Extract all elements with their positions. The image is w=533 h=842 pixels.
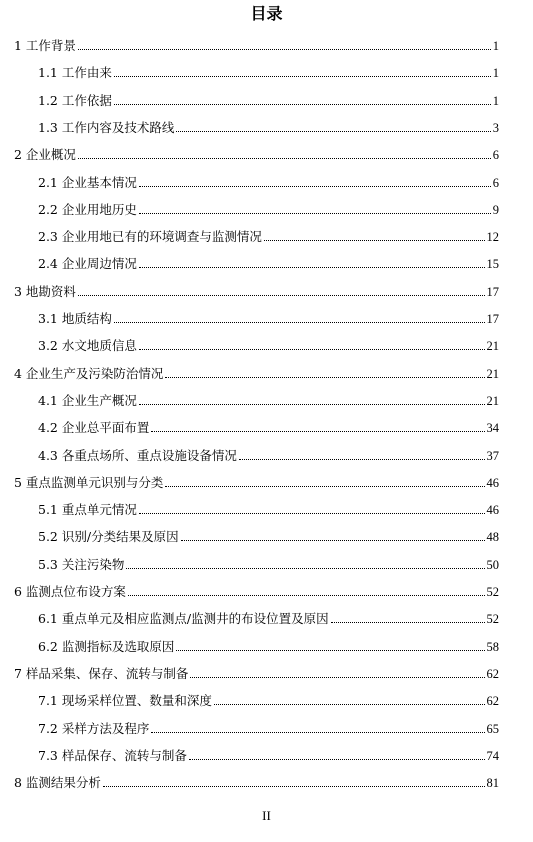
toc-entry-page: 15 xyxy=(486,257,499,272)
toc-entry[interactable] xyxy=(0,416,533,436)
dot-leader xyxy=(114,76,491,77)
toc-entry[interactable] xyxy=(0,61,533,81)
toc-entry[interactable] xyxy=(0,553,533,573)
dot-leader xyxy=(114,322,485,323)
toc-entry-label: 1.1 工作由来 xyxy=(38,65,112,81)
toc-entry-label: 5.1 重点单元情况 xyxy=(38,502,137,518)
toc-entry[interactable] xyxy=(0,198,533,218)
toc-entry-label: 7.1 现场采样位置、数量和深度 xyxy=(38,693,212,709)
toc-entry[interactable] xyxy=(0,525,533,545)
toc-entry-page: 17 xyxy=(486,284,499,299)
toc-entry-label: 4.3 各重点场所、重点设施设备情况 xyxy=(38,447,237,463)
toc-entry[interactable] xyxy=(0,389,533,409)
toc-entry-page: 58 xyxy=(486,639,499,654)
toc-entry-label: 2.4 企业周边情况 xyxy=(38,256,137,272)
toc-entry-label: 4.1 企业生产概况 xyxy=(38,392,137,408)
toc-entry-page: 52 xyxy=(486,612,499,627)
toc-entry[interactable] xyxy=(0,171,533,191)
dot-leader xyxy=(151,431,484,432)
toc-entry-page: 1 xyxy=(492,93,499,108)
page-title: 目录 xyxy=(250,4,283,23)
toc-entry-page: 65 xyxy=(486,721,499,736)
dot-leader xyxy=(139,186,491,187)
toc-entry-page: 1 xyxy=(492,66,499,81)
toc-entry[interactable] xyxy=(0,89,533,109)
toc-entry-page: 6 xyxy=(492,148,499,163)
dot-leader xyxy=(165,486,484,487)
dot-leader xyxy=(139,213,491,214)
toc-entry[interactable] xyxy=(0,444,533,464)
toc-entry-page: 81 xyxy=(486,776,499,791)
dot-leader xyxy=(78,49,491,50)
toc-entry-page: 37 xyxy=(486,448,499,463)
toc-entry-page: 52 xyxy=(486,585,499,599)
toc-entry-label: 4 企业生产及污染防治情况 xyxy=(14,365,164,381)
toc-entry-label: 7 样品采集、保存、流转与制备 xyxy=(14,665,189,681)
toc-entry[interactable] xyxy=(0,662,533,682)
toc-entry-label: 8 监测结果分析 xyxy=(14,775,101,791)
toc-entry-label: 2 企业概况 xyxy=(14,147,76,163)
dot-leader xyxy=(176,650,484,651)
dot-leader xyxy=(139,404,485,405)
dot-leader xyxy=(128,595,485,596)
toc-entry-label: 3.2 水文地质信息 xyxy=(38,338,137,354)
toc-entry[interactable] xyxy=(0,116,533,136)
dot-leader xyxy=(151,732,484,733)
toc-entry-label: 6.2 监测指标及选取原因 xyxy=(38,638,175,654)
toc-entry-page: 46 xyxy=(486,503,499,518)
dot-leader xyxy=(239,459,485,460)
toc-entry[interactable] xyxy=(0,143,533,163)
toc-entry-page: 6 xyxy=(492,175,499,190)
toc-entry-label: 7.2 采样方法及程序 xyxy=(38,720,150,736)
toc-entry-page: 3 xyxy=(492,120,499,135)
toc-entry-page: 9 xyxy=(492,202,499,217)
dot-leader xyxy=(103,786,485,787)
page-number: II xyxy=(262,808,271,823)
dot-leader xyxy=(139,513,485,514)
dot-leader xyxy=(331,622,485,623)
dot-leader xyxy=(189,759,485,760)
toc-entry-label: 3.1 地质结构 xyxy=(38,311,112,326)
toc-entry-page: 62 xyxy=(486,666,499,681)
toc-entry-label: 6.1 重点单元及相应监测点/监测井的布设位置及原因 xyxy=(38,611,329,627)
dot-leader xyxy=(114,104,491,105)
toc-entry-label: 2.1 企业基本情况 xyxy=(38,174,137,190)
toc-entry[interactable] xyxy=(0,580,533,600)
dot-leader xyxy=(126,568,484,569)
dot-leader xyxy=(190,677,484,678)
dot-leader xyxy=(181,540,485,541)
toc-entry-label: 5.2 识别/分类结果及原因 xyxy=(38,529,179,545)
toc-entry-page: 21 xyxy=(486,366,499,381)
toc-entry[interactable] xyxy=(0,471,533,491)
toc-entry-label: 3 地勘资料 xyxy=(14,283,76,299)
toc-entry[interactable] xyxy=(0,635,533,655)
toc-entry-label: 1.3 工作内容及技术路线 xyxy=(38,119,175,135)
toc-entry-label: 7.3 样品保存、流转与制备 xyxy=(38,747,187,763)
dot-leader xyxy=(78,295,485,296)
toc-entry[interactable] xyxy=(0,225,533,245)
toc-entry-page: 46 xyxy=(486,475,499,490)
toc-entry[interactable] xyxy=(0,362,533,382)
toc-entry-label: 6 监测点位布设方案 xyxy=(14,584,126,599)
toc-entry-label: 5 重点监测单元识别与分类 xyxy=(14,474,164,490)
dot-leader xyxy=(264,240,485,241)
toc-entry[interactable] xyxy=(0,689,533,709)
toc-entry[interactable] xyxy=(0,744,533,764)
toc-entry-page: 21 xyxy=(486,339,499,354)
toc-entry[interactable] xyxy=(0,334,533,354)
toc-entry[interactable] xyxy=(0,771,533,791)
dot-leader xyxy=(176,131,490,132)
toc-entry-label: 2.3 企业用地已有的环境调查与监测情况 xyxy=(38,229,262,245)
toc-entry[interactable] xyxy=(0,280,533,300)
toc-entry-label: 5.3 关注污染物 xyxy=(38,556,125,572)
toc-entry[interactable] xyxy=(0,717,533,737)
toc-entry-page: 50 xyxy=(486,557,499,572)
toc-entry-label: 4.2 企业总平面布置 xyxy=(38,420,150,436)
toc-entry-page: 17 xyxy=(486,312,499,326)
dot-leader xyxy=(139,267,485,268)
toc-entry-label: 1.2 工作依据 xyxy=(38,92,112,108)
toc-entry[interactable] xyxy=(0,607,533,627)
toc-entry-page: 21 xyxy=(486,393,499,408)
dot-leader xyxy=(214,704,485,705)
dot-leader xyxy=(78,158,491,159)
toc-entry-label: 2.2 企业用地历史 xyxy=(38,201,137,217)
toc-entry[interactable] xyxy=(0,252,533,272)
toc-entry-page: 1 xyxy=(492,39,499,53)
dot-leader xyxy=(165,377,484,378)
toc-entry[interactable] xyxy=(0,307,533,327)
toc-entry-page: 48 xyxy=(486,530,499,545)
dot-leader xyxy=(139,349,485,350)
toc-entry-page: 62 xyxy=(486,694,499,709)
toc-entry-label: 1 工作背景 xyxy=(14,38,76,53)
toc-entry-page: 34 xyxy=(486,421,499,436)
toc-entry-page: 12 xyxy=(486,230,499,245)
toc-entry[interactable] xyxy=(0,34,533,54)
toc-entry-page: 74 xyxy=(486,748,499,763)
toc-entry[interactable] xyxy=(0,498,533,518)
